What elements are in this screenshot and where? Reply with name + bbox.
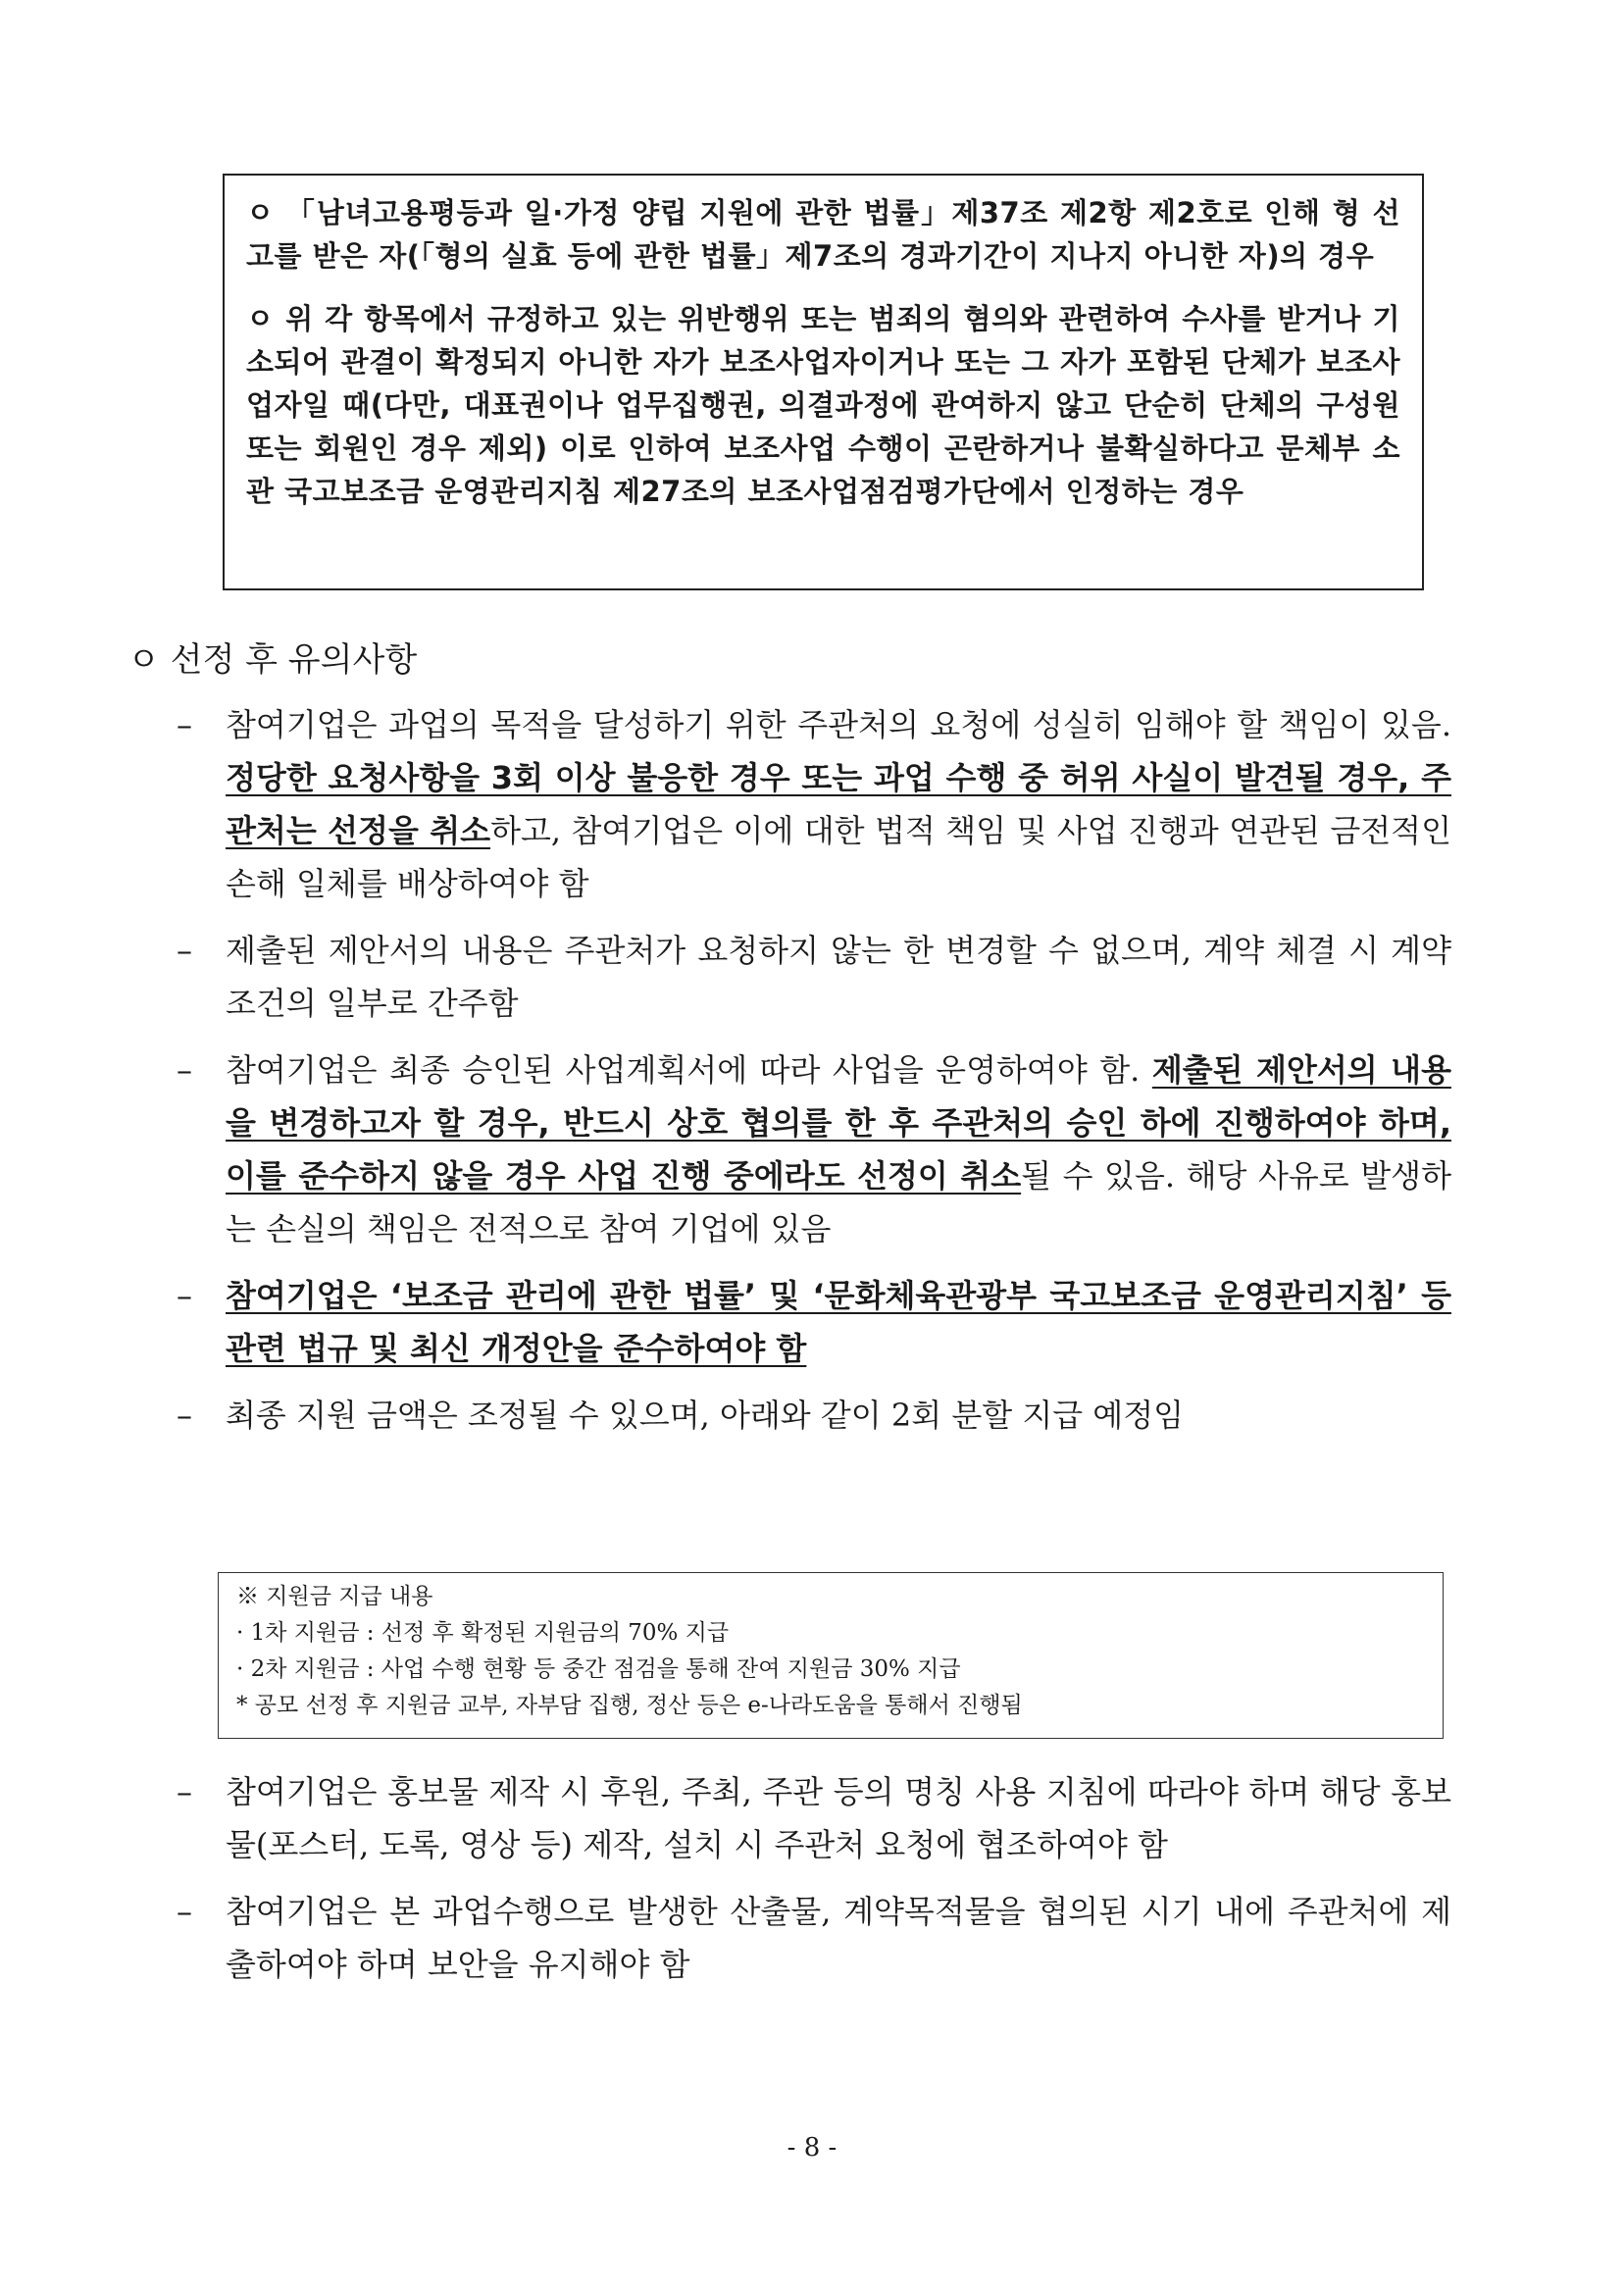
box-paragraph-2: ㅇ 위 각 항목에서 규정하고 있는 위반행위 또는 범죄의 혐의와 관련하여 수사를 받거나 기소되어 관결이 확정되지 아니한 자가 보조사업자이거나 또는 그 자가 포함된 단체가 보조사업자일 때(다만, 대표권이나 업무집행권, 의결과정에 관여하지 않고 단순히 단체의 구성원 또는 회원인 경우 제외) 이로 인하여 보조사업 수행이 곤란하거나 불확실하다고 문체부 소관 국고보조금 운영관리지침 제27조의 보조사업점검평가단에서 인정하는 경우 xyxy=(246,302,1400,508)
item-emphasis: 참여기업은 ‘보조금 관리에 관한 법률’ 및 ‘문화체육관광부 국고보조금 운영관리지침’ 등 관련 법규 및 최신 개정안을 준수하여야 함 xyxy=(226,1277,1451,1367)
note-line: · 1차 지원금 : 선정 후 확정된 지원금의 70% 지급 xyxy=(236,1620,730,1646)
list-item xyxy=(177,1885,1451,1991)
box-paragraph-1: ㅇ 「남녀고용평등과 일·가정 양립 지원에 관한 법률」제37조 제2항 제2호로 인해 형 선고를 받은 자(「형의 실효 등에 관한 법률」제7조의 경과기간이 지나지 아니한 자)의 경우 xyxy=(246,196,1400,273)
dash-bullet: – xyxy=(177,932,192,969)
item-text: 참여기업은 최종 승인된 사업계획서에 따라 사업을 운영하여야 함. xyxy=(226,1051,1152,1089)
page-number: - 8 - xyxy=(787,2133,837,2162)
dash-bullet: – xyxy=(177,706,192,743)
item-text: 제출된 제안서의 내용은 주관처가 요청하지 않는 한 변경할 수 없으며, 계약 체결 시 계약 조건의 일부로 간주함 xyxy=(226,932,1451,1022)
dash-bullet: – xyxy=(177,1893,192,1930)
section-heading: ㅇ 선정 후 유의사항 xyxy=(127,640,418,680)
item-text: 참여기업은 과업의 목적을 달성하기 위한 주관처의 요청에 성실히 임해야 할 책임이 있음. xyxy=(226,706,1451,743)
item-text: 참여기업은 홍보물 제작 시 후원, 주최, 주관 등의 명칭 사용 지침에 따라야 하며 해당 홍보물(포스터, 도록, 영상 등) 제작, 설치 시 주관처 요청에 협조하여야 함 xyxy=(226,1773,1451,1863)
dash-bullet: – xyxy=(177,1051,192,1089)
item-text: 하고, 참여기업은 이에 대한 법적 책임 및 사업 진행과 연관된 금전적인 손해 일체를 배상하여야 함 xyxy=(226,812,1451,902)
item-emphasis: 정당한 요청사항을 3회 이상 불응한 경우 또는 과업 수행 중 허위 사실이 발견될 경우, 주관처는 선정을 취소 xyxy=(226,759,1451,849)
dash-bullet: – xyxy=(177,1397,192,1434)
eligibility-exclusion-box xyxy=(223,174,1424,590)
note-line: * 공모 선정 후 지원금 교부, 자부담 집행, 정산 등은 e-나라도움을 통해서 진행됨 xyxy=(236,1693,1023,1718)
item-emphasis: 제출된 제안서의 내용을 변경하고자 할 경우, 반드시 상호 협의를 한 후 주관처의 승인 하에 진행하여야 하며, 이를 준수하지 않을 경우 사업 진행 중에라도 선정이 취소 xyxy=(226,1051,1451,1195)
notice-list-continued xyxy=(177,1765,1451,2005)
list-item xyxy=(177,1765,1451,1871)
dash-bullet: – xyxy=(177,1277,192,1314)
note-title: ※ 지원금 지급 내용 xyxy=(236,1584,433,1609)
list-item xyxy=(177,924,1451,1030)
list-item xyxy=(177,698,1451,910)
item-text: 될 수 있음. 해당 사유로 발생하는 손실의 책임은 전적으로 참여 기업에 있음 xyxy=(226,1157,1451,1247)
dash-bullet: – xyxy=(177,1773,192,1810)
item-text: 참여기업은 본 과업수행으로 발생한 산출물, 계약목적물을 협의된 시기 내에 주관처에 제출하여야 하며 보안을 유지해야 함 xyxy=(226,1893,1451,1983)
list-item xyxy=(177,1269,1451,1375)
list-item xyxy=(177,1389,1451,1442)
payment-note-box xyxy=(218,1572,1444,1739)
notice-list xyxy=(177,698,1451,1455)
item-text: 최종 지원 금액은 조정될 수 있으며, 아래와 같이 2회 분할 지급 예정임 xyxy=(226,1397,1185,1434)
list-item xyxy=(177,1043,1451,1255)
note-line: · 2차 지원금 : 사업 수행 현황 등 중간 점검을 통해 잔여 지원금 30% 지급 xyxy=(236,1656,961,1682)
